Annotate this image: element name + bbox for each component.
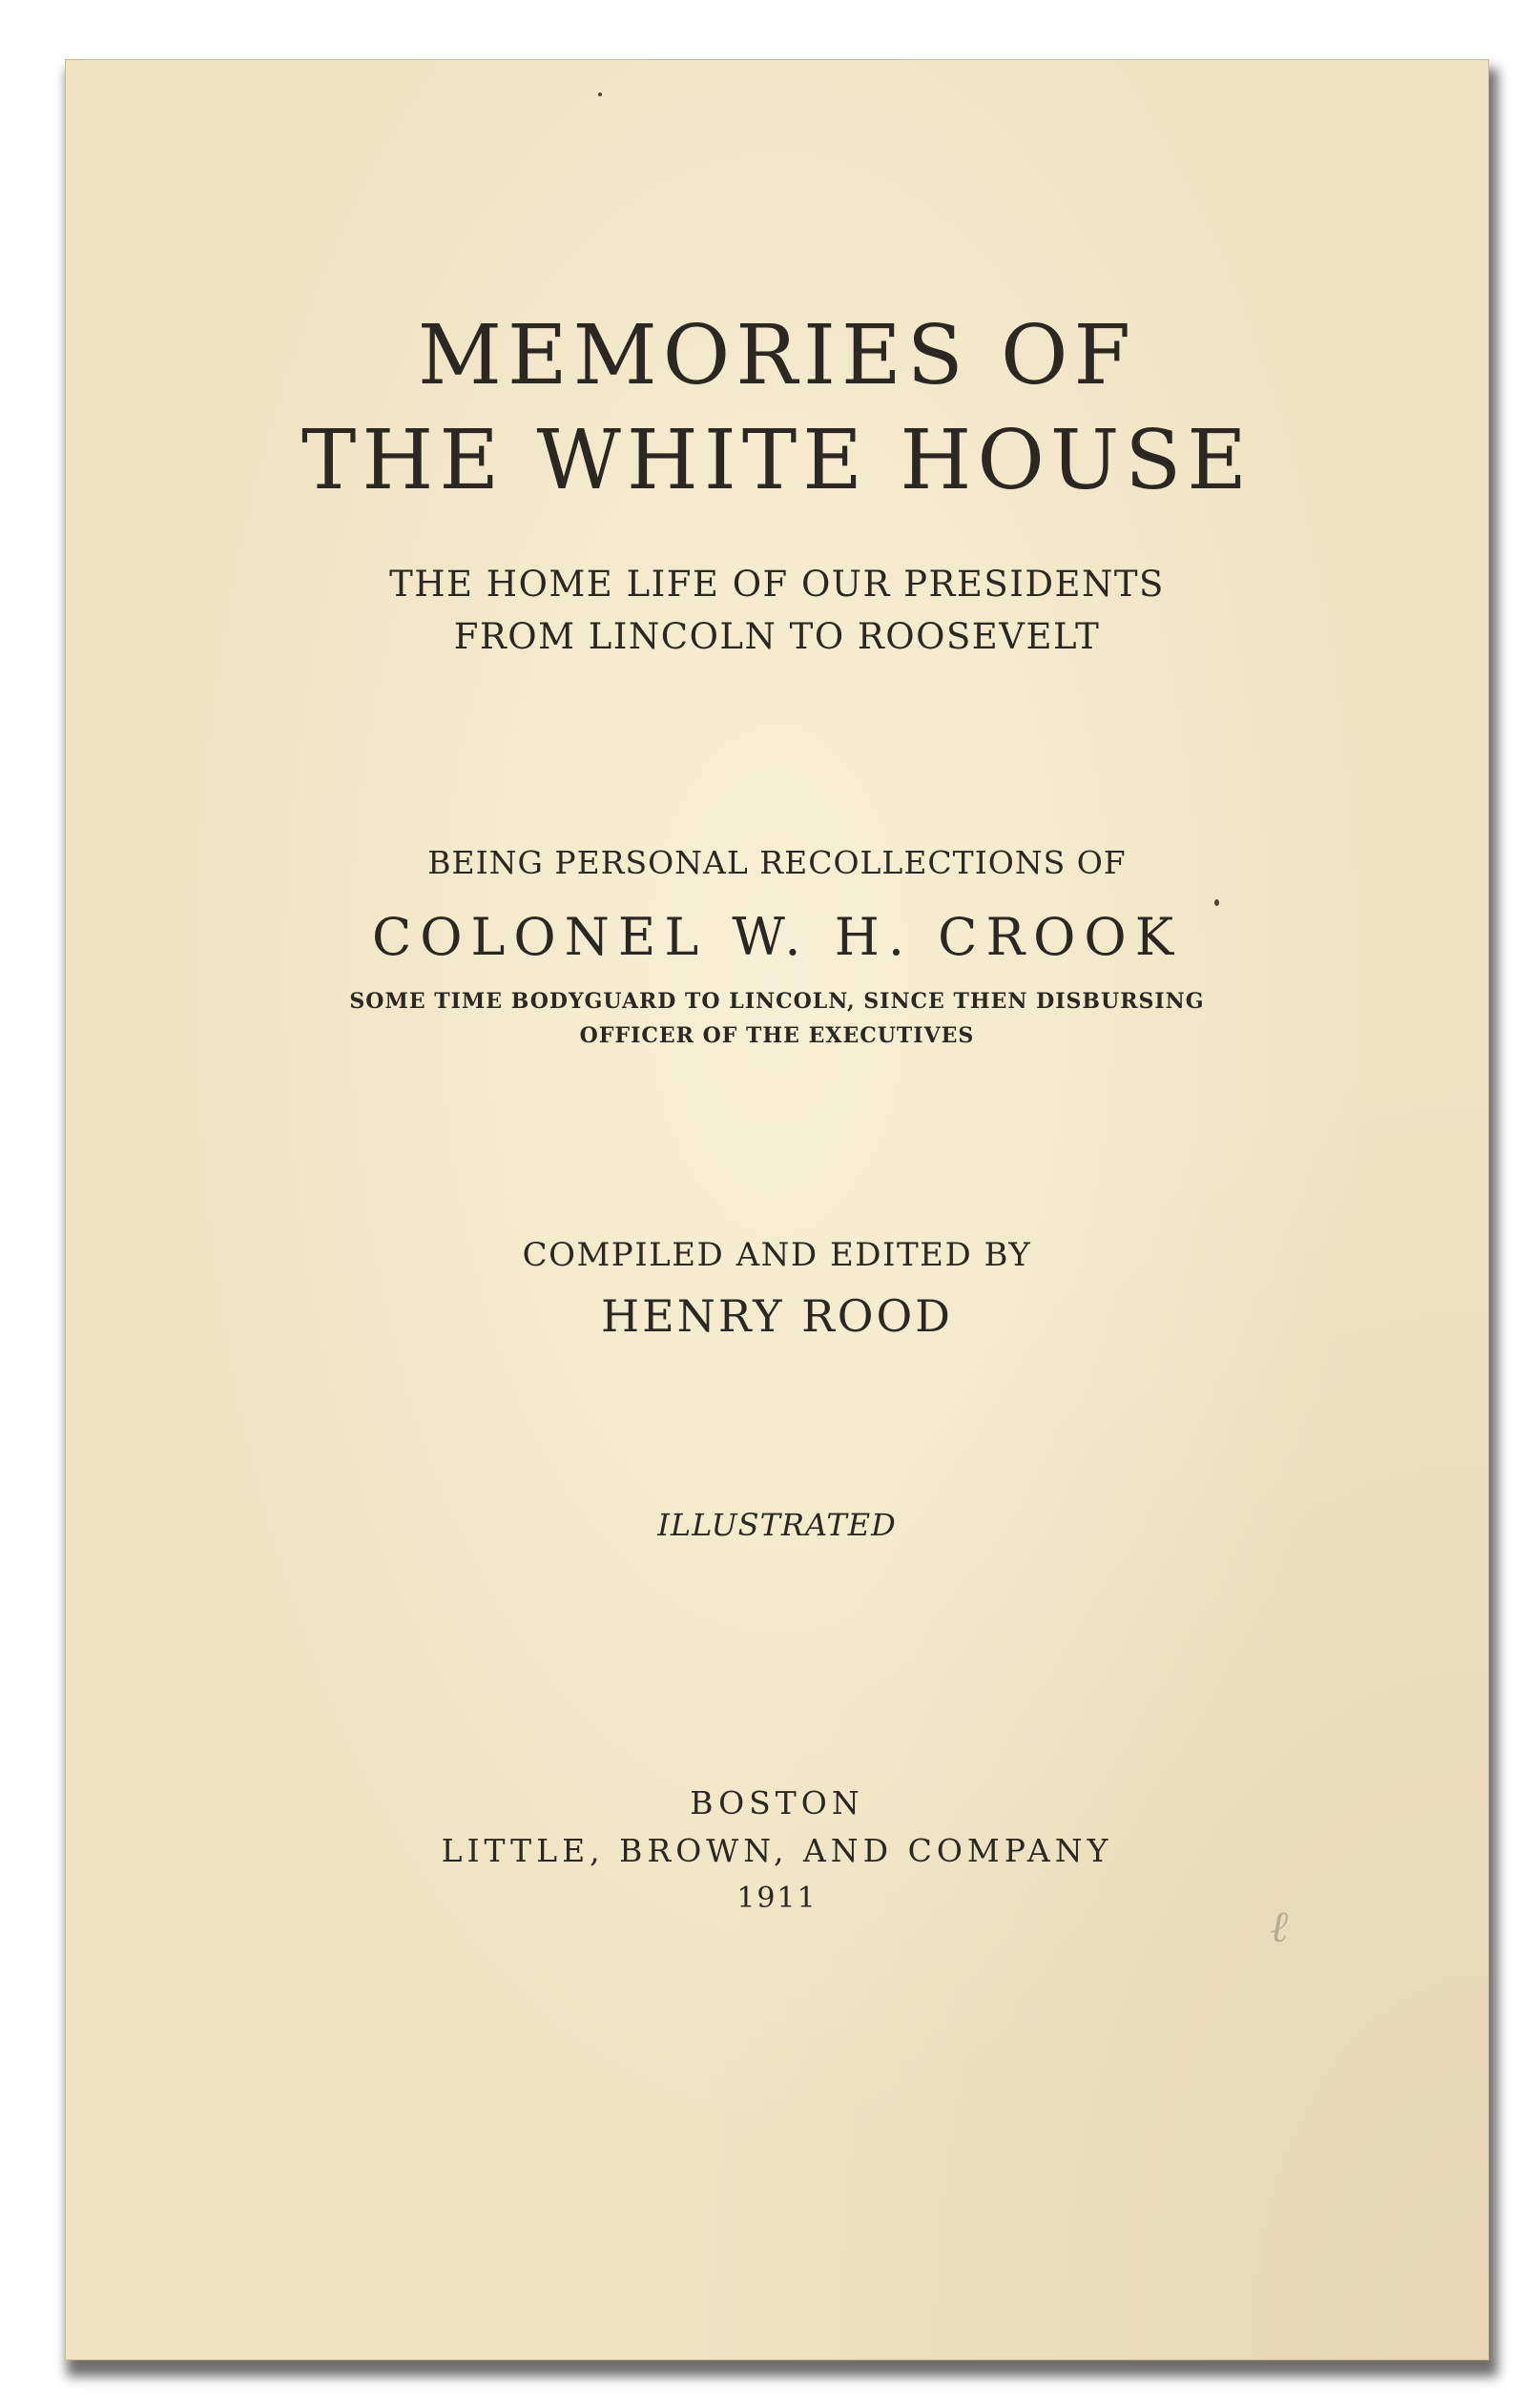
book-title-line-2: THE WHITE HOUSE xyxy=(301,413,1253,508)
illustrated-note: ILLUSTRATED xyxy=(657,1507,897,1543)
publication-year: 1911 xyxy=(736,1882,818,1915)
title-page xyxy=(65,59,1489,2360)
editor-name: HENRY ROOD xyxy=(600,1290,954,1342)
publisher-city: BOSTON xyxy=(690,1784,864,1821)
pencil-mark: ℓ xyxy=(1270,1901,1289,1952)
subtitle-line-1: THE HOME LIFE OF OUR PRESIDENTS xyxy=(389,564,1165,605)
compiled-by-heading: COMPILED AND EDITED BY xyxy=(522,1236,1032,1274)
author-name: COLONEL W. H. CROOK xyxy=(371,907,1183,967)
ink-speck xyxy=(598,93,602,96)
recollections-heading: BEING PERSONAL RECOLLECTIONS OF xyxy=(427,844,1127,881)
publisher-name: LITTLE, BROWN, AND COMPANY xyxy=(441,1832,1113,1869)
book-title-line-1: MEMORIES OF xyxy=(417,308,1137,403)
author-description-line-1: SOME TIME BODYGUARD TO LINCOLN, SINCE THEN DISBURSING xyxy=(349,989,1205,1014)
subtitle-line-2: FROM LINCOLN TO ROOSEVELT xyxy=(453,616,1101,657)
ink-speck xyxy=(1214,899,1219,906)
author-description-line-2: OFFICER OF THE EXECUTIVES xyxy=(579,1023,975,1048)
